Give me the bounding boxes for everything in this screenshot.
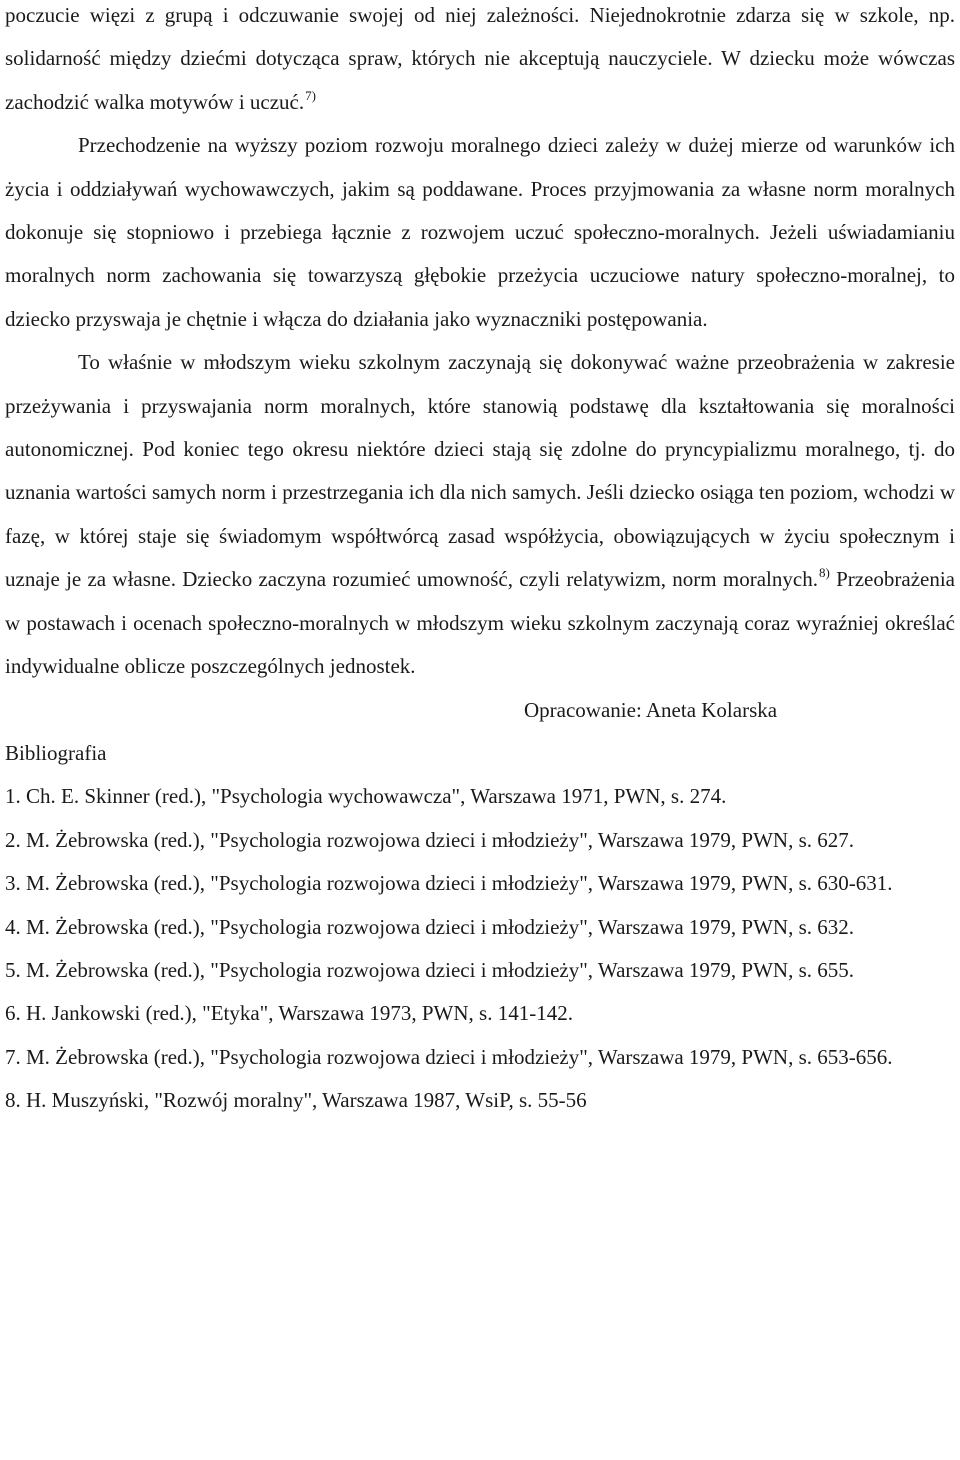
footnote-marker[interactable]: 8) (818, 565, 830, 581)
bibliography-item: 2. M. Żebrowska (red.), "Psychologia rozwojowa dzieci i młodzieży", Warszawa 1979, PWN, s. 627. (5, 827, 855, 852)
author-signature: Opracowanie: Aneta Kolarska (524, 697, 778, 722)
paragraph-continuation (5, 0, 955, 124)
bibliography-item: 1. Ch. E. Skinner (red.), "Psychologia wychowawcza", Warszawa 1971, PWN, s. 274. (5, 784, 727, 809)
document-page (5, 0, 955, 1123)
paragraph-text: To właśnie w młodszym wieku szkolnym zaczynają się dokonywać ważne przeobrażenia w zakresie przeżywania i przyswajania norm moralnych, które stanowią podstawę dla kształtowania się moralności autonomicznej. Pod koniec tego okresu niektóre dzieci stają się zdolne do pryncypializmu moralnego, tj. do uznania wartości samych norm i przestrzegania ich dla nich samych. Jeśli dziecko osiąga ten poziom, wchodzi w fazę, w której staje się świadomym współtwórcą zasad współżycia, obowiązujących w życiu społecznym i uznaje je za własne. Dziecko zaczyna rozumieć umowność, czyli relatywizm, norm moralnych. (5, 350, 955, 592)
paragraph-text: Przeobrażenia w postawach i ocenach społeczno-moralnych w młodszym wieku szkolnym zaczynają coraz wyraźniej określać indywidualne oblicze poszczególnych jednostek. (5, 567, 955, 679)
bibliography-item: 6. H. Jankowski (red.), "Etyka", Warszawa 1973, PWN, s. 141-142. (5, 1001, 573, 1026)
footnote-marker[interactable]: 7) (305, 87, 316, 103)
bibliography-item: 3. M. Żebrowska (red.), "Psychologia rozwojowa dzieci i młodzieży", Warszawa 1979, PWN, s. 630-631. (5, 871, 893, 896)
paragraph-moral-development: Przechodzenie na wyższy poziom rozwoju moralnego dzieci zależy w dużej mierze od warunków ich życia i oddziaływań wychowawczych, jakim są poddawane. Proces przyjmowania za własne norm moralnych dokonuje się stopniowo i przebiega łącznie z rozwojem uczuć społeczno-moralnych. Jeżeli uświadamianiu moralnych norm zachowania się towarzyszą głębokie przeżycia uczuciowe natury społeczno-moralnej, to dziecko przyswaja je chętnie i włącza do działania jako wyznaczniki postępowania. (5, 133, 955, 331)
paragraph-school-age (5, 341, 955, 688)
bibliography-item: 4. M. Żebrowska (red.), "Psychologia rozwojowa dzieci i młodzieży", Warszawa 1979, PWN, s. 632. (5, 914, 855, 939)
bibliography-heading: Bibliografia (5, 740, 107, 765)
bibliography-list (5, 775, 955, 1122)
bibliography-item: 5. M. Żebrowska (red.), "Psychologia rozwojowa dzieci i młodzieży", Warszawa 1979, PWN, s. 655. (5, 957, 855, 982)
bibliography-item: 7. M. Żebrowska (red.), "Psychologia rozwojowa dzieci i młodzieży", Warszawa 1979, PWN, s. 653-656. (5, 1044, 893, 1069)
paragraph-text: poczucie więzi z grupą i odczuwanie swojej od niej zależności. Niejednokrotnie zdarza się w szkole, np. solidarność między dziećmi dotycząca spraw, których nie akceptują nauczyciele. W dziecku może wówczas zachodzić walka motywów i uczuć. (5, 3, 955, 114)
bibliography-item: 8. H. Muszyński, "Rozwój moralny", Warszawa 1987, WsiP, s. 55-56 (5, 1088, 587, 1113)
